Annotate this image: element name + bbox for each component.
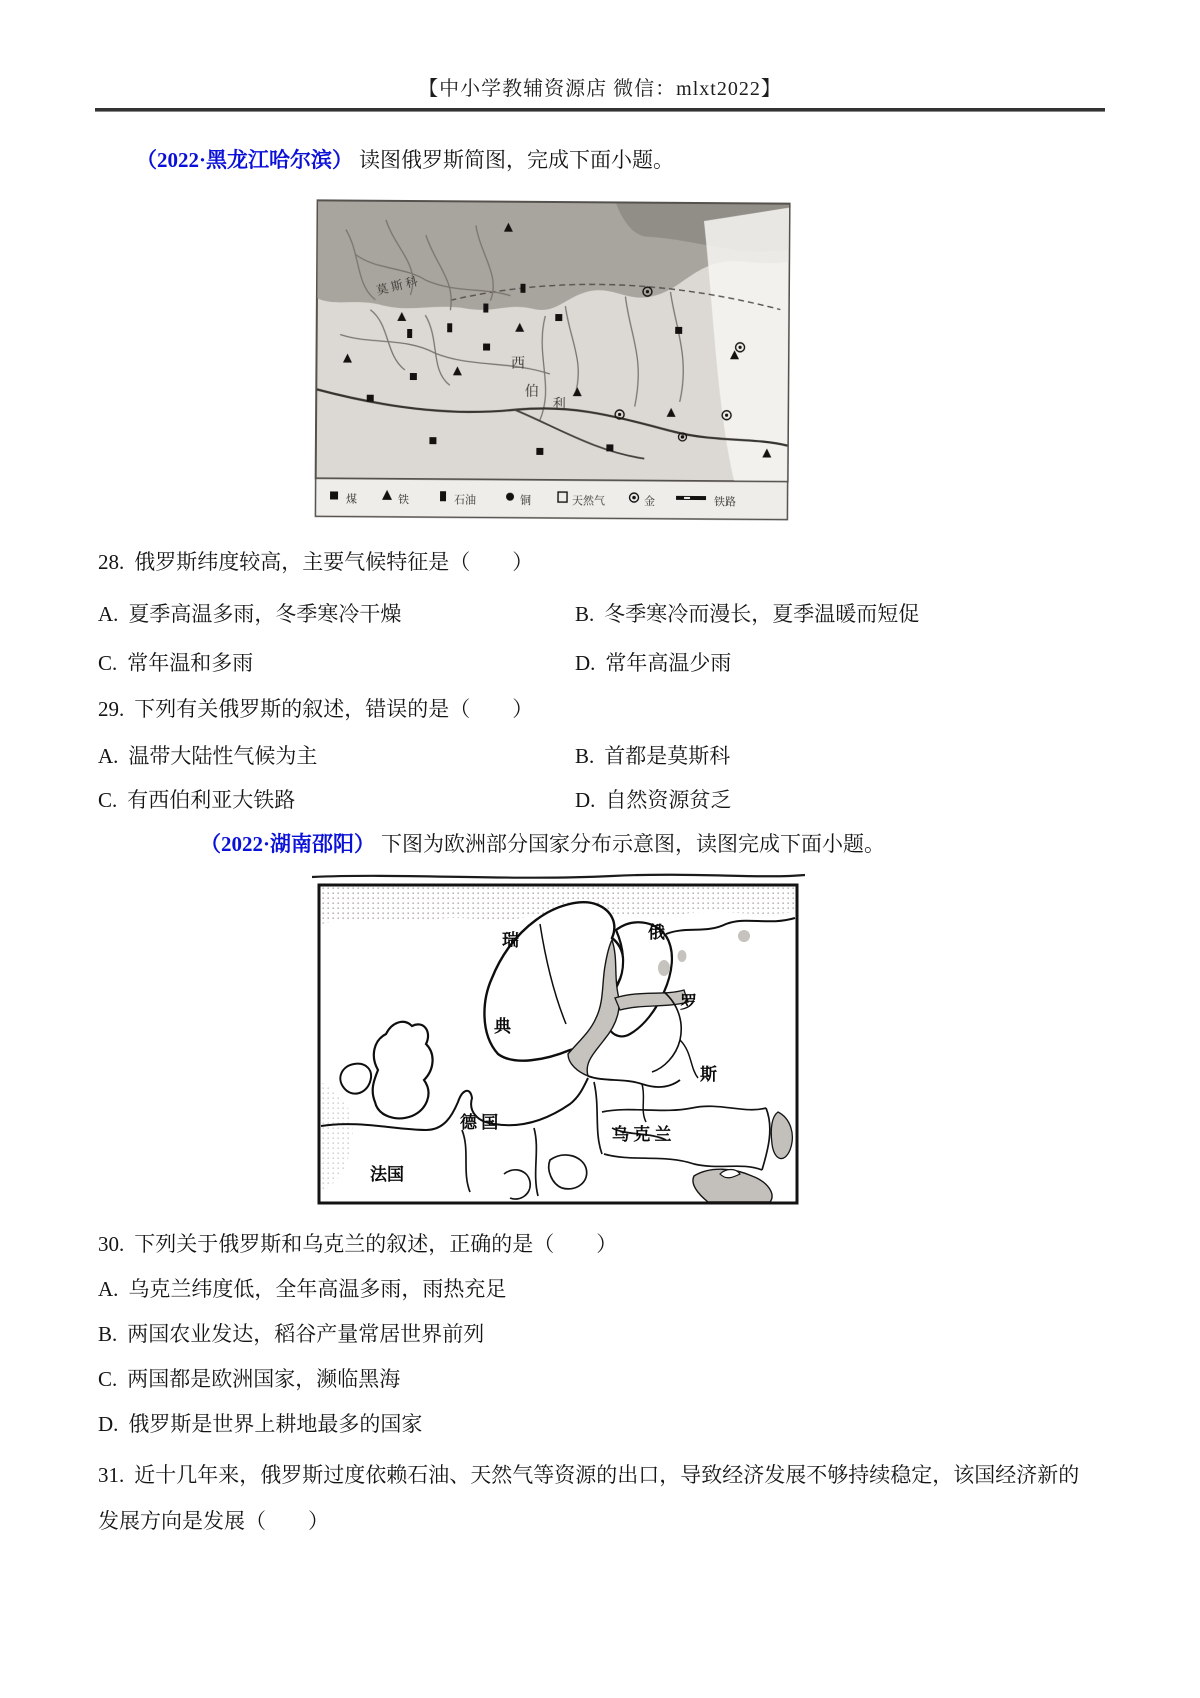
option-key: B. [98,1322,118,1346]
ireland [340,1064,371,1094]
option-key: D. [98,1412,119,1436]
option-key: A. [98,602,119,626]
question-number: 30. [98,1232,125,1256]
scan-edge-line [312,875,805,878]
legend-railway-gap [684,497,690,499]
option-28-c [98,651,253,675]
russia-map-figure [314,194,791,523]
question-text: 近十几年来，俄罗斯过度依赖石油、天然气等资源的出口，导致经济发展不够持续稳定，该国经济新的发展方向是发展（ ） [98,1463,1080,1533]
russia-label-1: 俄 [648,923,665,942]
siberia-char-1: 西 [510,356,526,372]
question-29-options-row-2 [98,784,732,814]
option-key: B. [575,602,595,626]
france-label: 法国 [370,1165,404,1184]
option-30-a [98,1273,506,1303]
question-text: 下列有关俄罗斯的叙述，错误的是（ ） [134,697,534,721]
legend-copper-label: 铜 [519,494,532,507]
siberia-char-3: 利 [552,396,566,412]
europe-map [312,872,805,1210]
exam-source-tag: （2022·湖南邵阳） [200,832,376,856]
ukraine-label: 乌 克 兰 [612,1125,672,1144]
option-key: C. [98,788,118,812]
option-text: 有西伯利亚大铁路 [127,788,296,812]
option-30-c [98,1363,400,1393]
option-text: 俄罗斯是世界上耕地最多的国家 [128,1412,423,1436]
option-28-a [98,602,401,626]
siberia-char-2: 伯 [524,384,539,400]
option-key: D. [575,651,596,675]
russia-label-3: 斯 [700,1065,717,1084]
legend-copper-symbol [506,493,514,501]
question-text: 俄罗斯纬度较高，主要气候特征是（ ） [134,550,534,574]
option-key: A. [98,1277,119,1301]
question-28-options-row-1 [98,598,920,628]
legend-iron-label: 铁 [397,493,410,507]
exam-source-tag: （2022·黑龙江哈尔滨） [136,148,354,172]
sweden-label-2: 典 [494,1017,511,1036]
great-britain [373,1022,433,1118]
section-2-heading [200,828,885,858]
option-29-d [575,784,731,814]
option-28-b [575,598,919,628]
russia-map [314,194,791,523]
question-28-options-row-2 [98,647,732,677]
option-key: C. [98,1367,118,1391]
option-text: 两国都是欧洲国家，濒临黑海 [127,1367,401,1391]
option-28-d [575,647,731,677]
legend-oil-label: 石油 [453,494,477,507]
header-title: 【中小学教辅资源店 微信：mlxt2022】 [418,78,782,100]
legend-gold-dot [632,496,636,500]
sweden-label-1: 瑞 [502,931,519,950]
option-text: 常年高温少雨 [605,651,732,675]
legend-gas-label: 天然气 [571,495,606,508]
question-31-stem [98,1452,1090,1544]
option-29-a [98,744,317,768]
option-text: 首都是莫斯科 [604,744,731,768]
question-number: 29. [98,697,125,721]
option-30-b [98,1318,484,1348]
question-29-stem [98,693,533,723]
option-text: 夏季高温多雨，冬季寒冷干燥 [128,602,402,626]
question-29-options-row-1 [98,740,731,770]
section-intro: 读图俄罗斯简图，完成下面小题。 [359,148,675,172]
legend-railway-symbol [676,496,706,500]
white-sea [738,930,750,942]
option-29-b [575,740,730,770]
option-text: 冬季寒冷而漫长，夏季温暖而短促 [604,602,920,626]
header-watermark [0,72,1200,101]
moscow-label: 莫斯科 [374,273,422,298]
option-text: 常年温和多雨 [127,651,254,675]
option-key: D. [575,788,596,812]
question-30-stem [98,1228,617,1258]
russia-label-2: 罗 [680,993,697,1012]
option-key: A. [98,744,119,768]
question-28-stem [98,546,533,576]
option-text: 温带大陆性气候为主 [128,744,318,768]
question-number: 28. [98,550,125,574]
option-key: B. [575,744,595,768]
option-text: 两国农业发达，稻谷产量常居世界前列 [127,1322,485,1346]
lake-onega [678,950,687,962]
option-key: C. [98,651,118,675]
section-intro: 下图为欧洲部分国家分布示意图，读图完成下面小题。 [381,832,886,856]
germany-label: 德 国 [460,1113,499,1132]
header-rule [95,108,1105,112]
europe-map-figure [312,872,805,1210]
option-text: 乌克兰纬度低，全年高温多雨，雨热充足 [128,1277,507,1301]
legend-railway-label: 铁路 [713,496,737,509]
option-30-d [98,1408,422,1438]
question-number: 31. [98,1463,125,1487]
legend-oil-symbol [440,491,446,501]
legend-coal-symbol [330,491,338,499]
lake-ladoga [658,960,670,976]
section-1-heading [136,144,674,174]
legend-gold-label: 金 [643,495,656,508]
option-text: 自然资源贫乏 [605,788,732,812]
option-29-c [98,788,295,812]
question-text: 下列关于俄罗斯和乌克兰的叙述，正确的是（ ） [134,1232,618,1256]
legend-coal-label: 煤 [345,493,358,506]
